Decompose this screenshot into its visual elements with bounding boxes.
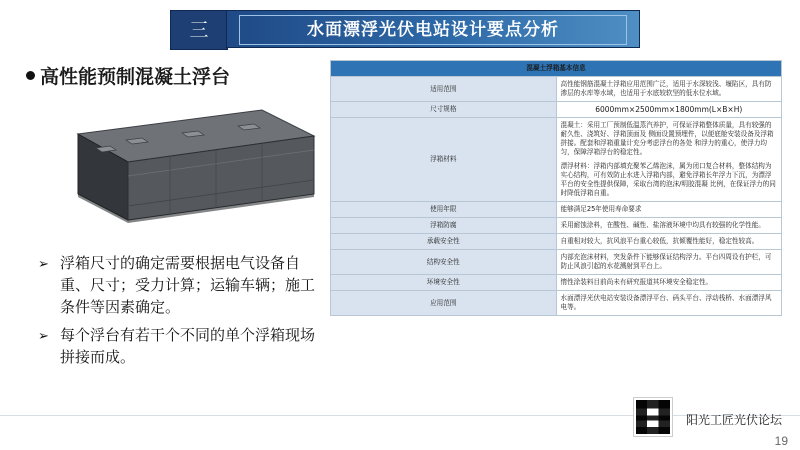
table-row xyxy=(331,218,782,234)
footer-brand-label: 阳光工匠光伏论坛 xyxy=(685,413,782,427)
row-value: 能够满足25年使用寿命要求 xyxy=(556,202,782,218)
slide-header xyxy=(170,10,640,50)
row-key: 承载安全性 xyxy=(331,234,557,250)
table-header-row xyxy=(331,61,782,77)
page-title: 水面漂浮光伏电站设计要点分析 xyxy=(239,15,627,45)
left-heading xyxy=(26,62,230,89)
table-row xyxy=(331,234,782,250)
left-bullet-list xyxy=(38,252,326,374)
row-value: 内部充泡沫材料，突发条件下能够保证结构浮力。平台四周设有护栏，可防止风浪引起的水花溅射到平台上。 xyxy=(556,250,782,275)
row-value-paragraph: 混凝土：采用工厂预制低温蒸汽养护，可保证浮箱整体质量，具有较强的耐久性、浇筑好、浮箱顶面及 侧面设置预埋件，以便底舱安装设备及浮箱拼接。配套和浮箱重量计充分考虑浮台的各处 和浮力的重心，使浮力均匀，保障浮箱浮台的稳定性。 xyxy=(560,121,774,156)
row-value: 惰性涂装料目前尚未有研究报道其环境安全稳定性。 xyxy=(556,275,782,291)
row-value: 高性能钢筋混凝土浮箱应用范围广泛，适用于水深较浅、堰陷区，具有防渗层的水库等水域，也适用于水底较软坚的低水位水域。 xyxy=(556,77,782,102)
row-value: 水面漂浮光伏电站安装设备漂浮平台、码头平台、浮动栈桥、水面漂浮风电等。 xyxy=(556,291,782,316)
table-row xyxy=(331,102,782,118)
list-item-label: 每个浮台有若干个不同的单个浮箱现场拼接而成。 xyxy=(60,326,316,366)
left-heading-label: 高性能预制混凝土浮台 xyxy=(40,66,231,88)
float-svg xyxy=(30,96,320,236)
qr-code-icon xyxy=(634,398,672,436)
table-row xyxy=(331,118,782,202)
row-key: 结构安全性 xyxy=(331,250,557,275)
list-item-label: 浮箱尺寸的确定需要根据电气设备自重、尺寸；受力计算；运输车辆；施工条件等因素确定。 xyxy=(60,254,316,316)
row-key: 应用范围 xyxy=(331,291,557,316)
table-header-label: 混凝土浮箱基本信息 xyxy=(331,61,782,77)
table-row xyxy=(331,202,782,218)
row-key: 尺寸规格 xyxy=(331,102,557,118)
row-key: 环境安全性 xyxy=(331,275,557,291)
table-row xyxy=(331,77,782,102)
row-key: 适用范围 xyxy=(331,77,557,102)
table-row xyxy=(331,250,782,275)
row-value xyxy=(556,118,782,202)
row-value-paragraph: 漂浮材料：浮箱内部填充聚苯乙烯泡沫，属为闭口复合材料，整体结构为实心结构，可有效防止水进入浮箱内部，避免浮箱长年浮力下沉，为漂浮平台的安全性提供保障，采取台湾的泡沫/明胶混凝 比例，在保证浮力的同时降低浮箱自重。 xyxy=(560,162,776,197)
list-item xyxy=(38,252,326,318)
row-key: 浮箱防腐 xyxy=(331,218,557,234)
bullet-dot-icon xyxy=(26,71,35,80)
arrow-icon: ➢ xyxy=(38,329,49,344)
row-key: 浮箱材料 xyxy=(331,118,557,202)
row-value: 采用耐蚀涂料，在酸性、碱性、盐溶液环境中均具有较强的化学性能。 xyxy=(556,218,782,234)
header-title-banner xyxy=(226,10,640,48)
footer-divider xyxy=(0,415,800,416)
row-value: 6000mm×2500mm×1800mm(L×B×H) xyxy=(556,102,782,118)
table-row xyxy=(331,275,782,291)
row-value: 自重相对较大，抗风浪平台重心较低，抗倾覆性能好，稳定性较高。 xyxy=(556,234,782,250)
arrow-icon: ➢ xyxy=(38,257,49,272)
list-item xyxy=(38,324,326,368)
section-number: 三 xyxy=(170,10,228,50)
table-row xyxy=(331,291,782,316)
info-table xyxy=(330,60,782,316)
concrete-float-illustration xyxy=(30,96,320,236)
page-number: 19 xyxy=(774,434,788,448)
info-table-wrap xyxy=(330,60,782,316)
row-key: 使用年限 xyxy=(331,202,557,218)
